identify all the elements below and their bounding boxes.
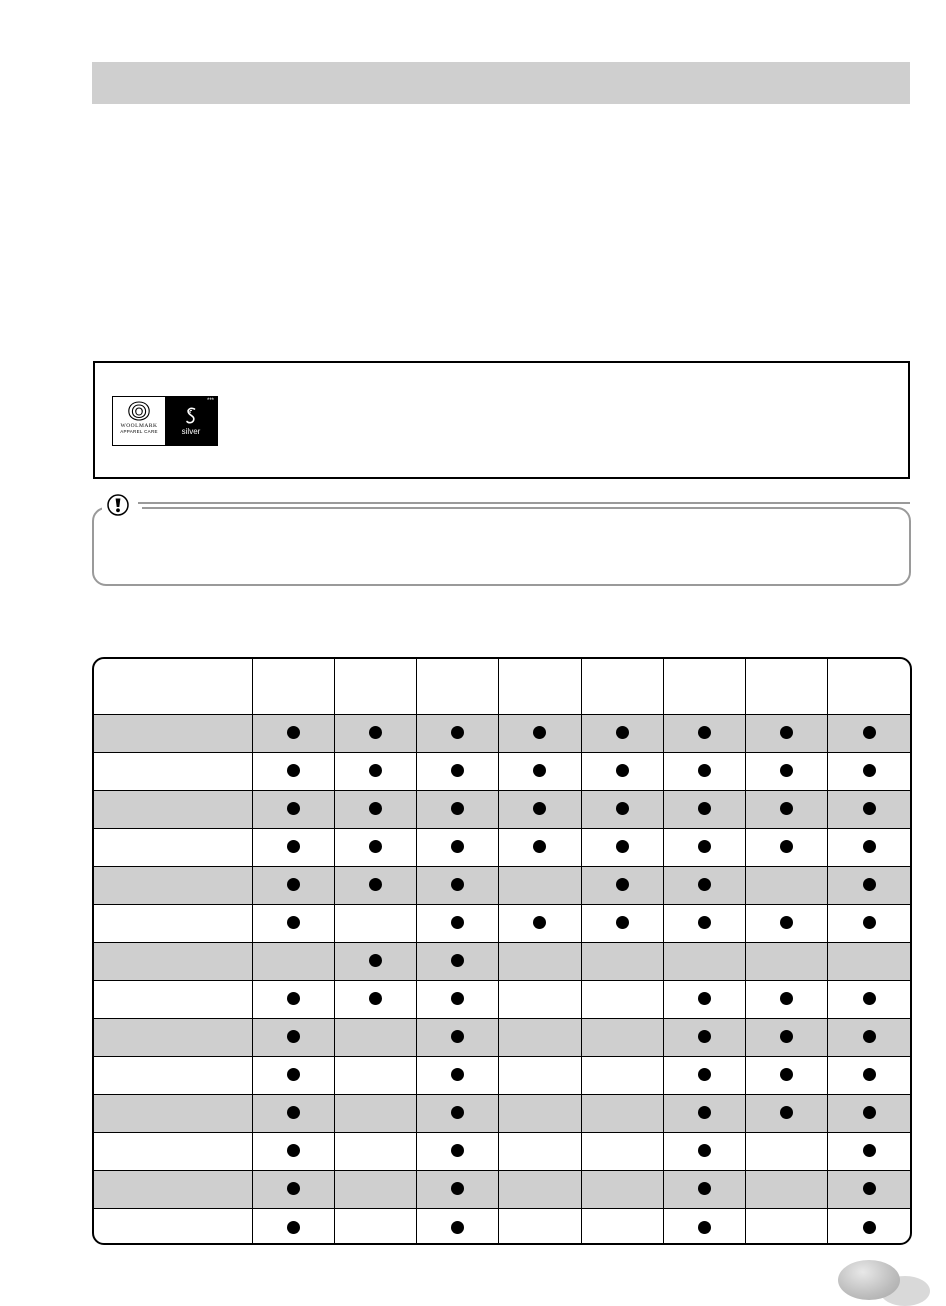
applicable-dot bbox=[451, 840, 464, 853]
table-cell bbox=[417, 828, 499, 866]
table-row bbox=[94, 980, 910, 1018]
applicable-dot bbox=[780, 1068, 793, 1081]
applicable-dot bbox=[698, 1030, 711, 1043]
table-cell bbox=[746, 790, 828, 828]
applicable-dot bbox=[287, 916, 300, 929]
table-cell bbox=[252, 1208, 334, 1245]
table-cell bbox=[417, 1056, 499, 1094]
table-cell bbox=[252, 1056, 334, 1094]
applicable-dot bbox=[863, 992, 876, 1005]
applicable-dot bbox=[451, 1106, 464, 1119]
applicable-dot bbox=[863, 1106, 876, 1119]
table-cell bbox=[828, 942, 910, 980]
table-cell bbox=[334, 1208, 416, 1245]
table-cell bbox=[417, 1208, 499, 1245]
applicable-dot bbox=[863, 1144, 876, 1157]
applicable-dot bbox=[451, 992, 464, 1005]
table-cell bbox=[499, 828, 581, 866]
applicable-dot bbox=[780, 1106, 793, 1119]
table-cell bbox=[334, 714, 416, 752]
compatibility-grid bbox=[94, 659, 910, 1245]
applicable-dot bbox=[451, 1068, 464, 1081]
rating-stars: *** bbox=[206, 398, 214, 404]
table-cell bbox=[581, 904, 663, 942]
applicable-dot bbox=[616, 726, 629, 739]
row-label-cell bbox=[94, 714, 252, 752]
table-cell bbox=[581, 752, 663, 790]
table-cell bbox=[499, 1094, 581, 1132]
row-label-cell bbox=[94, 866, 252, 904]
section-header-bar bbox=[92, 62, 910, 104]
row-label-cell bbox=[94, 1018, 252, 1056]
applicable-dot bbox=[369, 764, 382, 777]
applicable-dot bbox=[863, 878, 876, 891]
table-cell bbox=[663, 1056, 745, 1094]
table-cell bbox=[417, 980, 499, 1018]
table-cell bbox=[252, 866, 334, 904]
table-cell bbox=[334, 752, 416, 790]
table-cell bbox=[581, 1208, 663, 1245]
table-cell bbox=[417, 1132, 499, 1170]
table-cell bbox=[746, 980, 828, 1018]
table-cell bbox=[828, 866, 910, 904]
table-cell bbox=[334, 828, 416, 866]
table-cell bbox=[581, 1056, 663, 1094]
table-cell bbox=[499, 1056, 581, 1094]
table-cell bbox=[828, 1208, 910, 1245]
table-cell bbox=[663, 1208, 745, 1245]
table-cell bbox=[417, 1170, 499, 1208]
applicable-dot bbox=[698, 1221, 711, 1234]
table-cell bbox=[581, 790, 663, 828]
table-cell bbox=[828, 1056, 910, 1094]
table-cell bbox=[499, 752, 581, 790]
applicable-dot bbox=[287, 1221, 300, 1234]
table-cell bbox=[746, 1094, 828, 1132]
table-cell bbox=[334, 1094, 416, 1132]
table-cell bbox=[417, 790, 499, 828]
applicable-dot bbox=[369, 992, 382, 1005]
header-cell bbox=[499, 659, 581, 714]
table-cell bbox=[828, 980, 910, 1018]
row-label-cell bbox=[94, 980, 252, 1018]
applicable-dot bbox=[863, 1068, 876, 1081]
applicable-dot bbox=[451, 954, 464, 967]
row-label-cell bbox=[94, 752, 252, 790]
table-cell bbox=[581, 1170, 663, 1208]
table-cell bbox=[746, 752, 828, 790]
table-cell bbox=[663, 714, 745, 752]
s-swirl-icon bbox=[184, 406, 198, 426]
table-cell bbox=[252, 714, 334, 752]
applicable-dot bbox=[451, 726, 464, 739]
applicable-dot bbox=[287, 840, 300, 853]
table-header-row bbox=[94, 659, 910, 714]
row-label-cell bbox=[94, 1208, 252, 1245]
applicable-dot bbox=[533, 840, 546, 853]
table-cell bbox=[746, 1170, 828, 1208]
woolmark-brand-name: WOOLMARK bbox=[120, 423, 158, 429]
applicable-dot bbox=[369, 878, 382, 891]
table-cell bbox=[663, 1170, 745, 1208]
applicable-dot bbox=[616, 840, 629, 853]
table-cell bbox=[499, 714, 581, 752]
table-cell bbox=[581, 1132, 663, 1170]
applicable-dot bbox=[369, 802, 382, 815]
table-cell bbox=[252, 904, 334, 942]
table-row bbox=[94, 866, 910, 904]
table-cell bbox=[663, 1132, 745, 1170]
woolmark-brand-sub: APPAREL CARE bbox=[120, 429, 158, 434]
woolmark-icon bbox=[126, 400, 152, 422]
table-cell bbox=[746, 714, 828, 752]
table-cell bbox=[334, 904, 416, 942]
table-row bbox=[94, 1132, 910, 1170]
applicable-dot bbox=[451, 878, 464, 891]
applicable-dot bbox=[533, 916, 546, 929]
applicable-dot bbox=[451, 764, 464, 777]
table-cell bbox=[499, 866, 581, 904]
table-cell bbox=[663, 1018, 745, 1056]
table-row bbox=[94, 714, 910, 752]
table-cell bbox=[252, 1132, 334, 1170]
row-label-cell bbox=[94, 1056, 252, 1094]
table-row bbox=[94, 1094, 910, 1132]
table-row bbox=[94, 752, 910, 790]
silver-grade-label: silver bbox=[181, 427, 201, 436]
applicable-dot bbox=[698, 840, 711, 853]
page-number-tab bbox=[838, 1260, 900, 1300]
header-cell bbox=[334, 659, 416, 714]
row-label-cell bbox=[94, 1094, 252, 1132]
table-cell bbox=[581, 1094, 663, 1132]
applicable-dot bbox=[780, 992, 793, 1005]
applicable-dot bbox=[287, 1106, 300, 1119]
table-cell bbox=[663, 828, 745, 866]
applicable-dot bbox=[451, 802, 464, 815]
header-cell bbox=[828, 659, 910, 714]
table-cell bbox=[499, 1018, 581, 1056]
applicable-dot bbox=[863, 726, 876, 739]
table-cell bbox=[581, 828, 663, 866]
applicable-dot bbox=[451, 1030, 464, 1043]
applicable-dot bbox=[616, 764, 629, 777]
applicable-dot bbox=[780, 916, 793, 929]
table-cell bbox=[663, 790, 745, 828]
applicable-dot bbox=[698, 878, 711, 891]
row-label-cell bbox=[94, 790, 252, 828]
table-cell bbox=[252, 980, 334, 1018]
table-cell bbox=[499, 1170, 581, 1208]
applicable-dot bbox=[369, 840, 382, 853]
table-row bbox=[94, 1018, 910, 1056]
table-cell bbox=[499, 904, 581, 942]
table-cell bbox=[417, 752, 499, 790]
applicable-dot bbox=[369, 954, 382, 967]
woolmark-silver-badge bbox=[165, 397, 217, 445]
table-cell bbox=[499, 1208, 581, 1245]
applicable-dot bbox=[698, 1144, 711, 1157]
table-cell bbox=[828, 1018, 910, 1056]
table-cell bbox=[828, 1094, 910, 1132]
table-row bbox=[94, 1208, 910, 1245]
table-cell bbox=[828, 828, 910, 866]
table-cell bbox=[663, 1094, 745, 1132]
applicable-dot bbox=[780, 726, 793, 739]
compatibility-table bbox=[92, 657, 912, 1245]
table-cell bbox=[581, 714, 663, 752]
table-cell bbox=[746, 1056, 828, 1094]
table-cell bbox=[746, 942, 828, 980]
woolmark-logo bbox=[112, 396, 218, 446]
applicable-dot bbox=[863, 916, 876, 929]
table-cell bbox=[499, 790, 581, 828]
applicable-dot bbox=[780, 1030, 793, 1043]
applicable-dot bbox=[863, 802, 876, 815]
table-body bbox=[94, 714, 910, 1245]
table-cell bbox=[828, 904, 910, 942]
applicable-dot bbox=[451, 1182, 464, 1195]
table-cell bbox=[581, 866, 663, 904]
table-cell bbox=[252, 1094, 334, 1132]
table-cell bbox=[663, 752, 745, 790]
header-cell bbox=[417, 659, 499, 714]
woolmark-emblem bbox=[113, 397, 165, 445]
table-cell bbox=[581, 1018, 663, 1056]
table-cell bbox=[334, 1056, 416, 1094]
table-cell bbox=[334, 866, 416, 904]
table-cell bbox=[581, 942, 663, 980]
table-row bbox=[94, 790, 910, 828]
applicable-dot bbox=[698, 1182, 711, 1195]
applicable-dot bbox=[287, 992, 300, 1005]
table-cell bbox=[417, 904, 499, 942]
table-cell bbox=[252, 1170, 334, 1208]
table-cell bbox=[746, 1132, 828, 1170]
row-label-cell bbox=[94, 1132, 252, 1170]
applicable-dot bbox=[533, 726, 546, 739]
applicable-dot bbox=[287, 802, 300, 815]
applicable-dot bbox=[287, 1144, 300, 1157]
table-cell bbox=[746, 1208, 828, 1245]
table-cell bbox=[828, 714, 910, 752]
applicable-dot bbox=[698, 1068, 711, 1081]
woolmark-info-box bbox=[93, 361, 910, 479]
applicable-dot bbox=[698, 992, 711, 1005]
table-cell bbox=[828, 790, 910, 828]
table-cell bbox=[334, 980, 416, 1018]
applicable-dot bbox=[780, 764, 793, 777]
table-cell bbox=[746, 904, 828, 942]
applicable-dot bbox=[863, 1182, 876, 1195]
applicable-dot bbox=[533, 802, 546, 815]
applicable-dot bbox=[698, 764, 711, 777]
applicable-dot bbox=[780, 802, 793, 815]
applicable-dot bbox=[863, 840, 876, 853]
applicable-dot bbox=[863, 764, 876, 777]
table-cell bbox=[499, 980, 581, 1018]
table-row bbox=[94, 904, 910, 942]
applicable-dot bbox=[863, 1221, 876, 1234]
row-label-cell bbox=[94, 904, 252, 942]
table-cell bbox=[252, 828, 334, 866]
applicable-dot bbox=[698, 802, 711, 815]
table-cell bbox=[499, 1132, 581, 1170]
caution-box bbox=[92, 507, 911, 586]
applicable-dot bbox=[780, 840, 793, 853]
applicable-dot bbox=[533, 764, 546, 777]
applicable-dot bbox=[287, 878, 300, 891]
table-cell bbox=[663, 866, 745, 904]
table-cell bbox=[252, 752, 334, 790]
applicable-dot bbox=[287, 726, 300, 739]
table-cell bbox=[252, 1018, 334, 1056]
applicable-dot bbox=[698, 916, 711, 929]
applicable-dot bbox=[451, 916, 464, 929]
header-cell bbox=[663, 659, 745, 714]
table-cell bbox=[746, 866, 828, 904]
caution-title-rule bbox=[138, 502, 910, 504]
applicable-dot bbox=[287, 1030, 300, 1043]
table-cell bbox=[334, 1132, 416, 1170]
table-row bbox=[94, 1056, 910, 1094]
row-label-cell bbox=[94, 828, 252, 866]
table-cell bbox=[334, 1018, 416, 1056]
applicable-dot bbox=[369, 726, 382, 739]
table-row bbox=[94, 828, 910, 866]
table-cell bbox=[746, 1018, 828, 1056]
table-cell bbox=[334, 942, 416, 980]
table-cell bbox=[746, 828, 828, 866]
applicable-dot bbox=[698, 726, 711, 739]
applicable-dot bbox=[451, 1221, 464, 1234]
applicable-dot bbox=[287, 1068, 300, 1081]
table-cell bbox=[417, 714, 499, 752]
table-cell bbox=[499, 942, 581, 980]
table-cell bbox=[417, 866, 499, 904]
applicable-dot bbox=[698, 1106, 711, 1119]
row-label-cell bbox=[94, 1170, 252, 1208]
table-cell bbox=[828, 1170, 910, 1208]
applicable-dot bbox=[616, 802, 629, 815]
applicable-dot bbox=[287, 1182, 300, 1195]
row-label-cell bbox=[94, 942, 252, 980]
table-row bbox=[94, 942, 910, 980]
table-cell bbox=[663, 904, 745, 942]
table-cell bbox=[252, 790, 334, 828]
table-cell bbox=[252, 942, 334, 980]
table-cell bbox=[417, 942, 499, 980]
table-cell bbox=[417, 1094, 499, 1132]
applicable-dot bbox=[616, 916, 629, 929]
table-row bbox=[94, 1170, 910, 1208]
table-cell bbox=[334, 790, 416, 828]
table-cell bbox=[334, 1170, 416, 1208]
applicable-dot bbox=[863, 1030, 876, 1043]
table-cell bbox=[663, 942, 745, 980]
header-cell bbox=[746, 659, 828, 714]
applicable-dot bbox=[287, 764, 300, 777]
header-cell-label bbox=[94, 659, 252, 714]
table-cell bbox=[828, 1132, 910, 1170]
table-cell bbox=[581, 980, 663, 1018]
header-cell bbox=[252, 659, 334, 714]
exclamation-icon bbox=[107, 494, 129, 516]
table-cell bbox=[663, 980, 745, 1018]
header-cell bbox=[581, 659, 663, 714]
table-cell bbox=[417, 1018, 499, 1056]
applicable-dot bbox=[451, 1144, 464, 1157]
table-cell bbox=[828, 752, 910, 790]
applicable-dot bbox=[616, 878, 629, 891]
